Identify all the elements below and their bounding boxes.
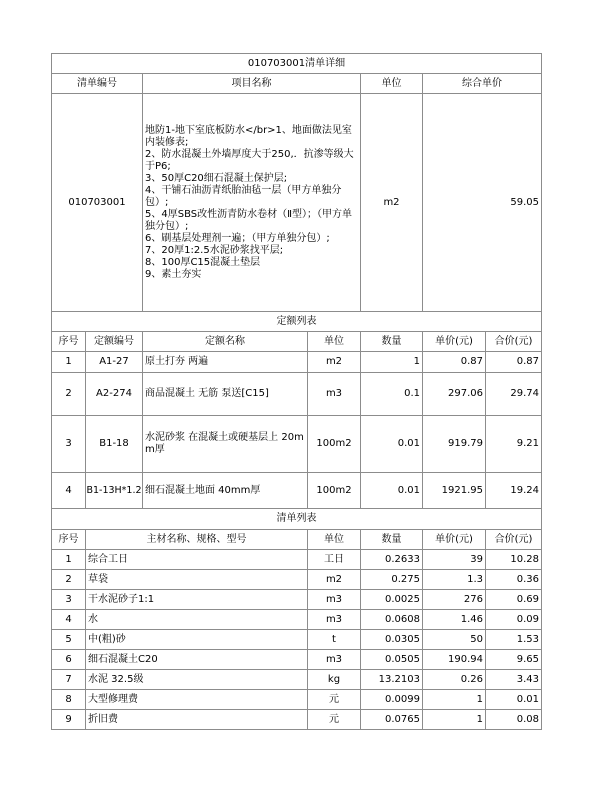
description-line: 5、4厚SBS改性沥青防水卷材（Ⅱ型）；（甲方单独分包）;	[145, 208, 353, 232]
description-line: 9、素土夯实	[145, 268, 202, 280]
material-price: 1	[423, 690, 486, 710]
header-unit: 单位	[361, 74, 423, 94]
material-qty: 0.275	[361, 570, 423, 590]
description-line: 7、20厚1:2.5水泥砂浆找平层;	[145, 244, 284, 256]
bill-detail-table	[51, 53, 542, 730]
quota-header-price: 单价(元)	[423, 332, 486, 352]
quota-header-code: 定额编号	[86, 332, 143, 352]
materials-header-name: 主材名称、规格、型号	[86, 530, 308, 550]
quota-total: 0.87	[486, 352, 542, 373]
material-no: 2	[52, 570, 86, 590]
quota-qty: 0.01	[361, 473, 423, 509]
material-row	[52, 570, 542, 590]
quota-price: 0.87	[423, 352, 486, 373]
material-row	[52, 610, 542, 630]
material-unit: m2	[308, 570, 361, 590]
quota-header-name: 定额名称	[143, 332, 308, 352]
material-name: 折旧费	[86, 710, 308, 730]
material-name: 草袋	[86, 570, 308, 590]
header-code: 清单编号	[52, 74, 143, 94]
material-name: 细石混凝土C20	[86, 650, 308, 670]
item-code: 010703001	[52, 94, 143, 312]
materials-section-row	[52, 509, 542, 530]
material-total: 0.08	[486, 710, 542, 730]
material-row	[52, 710, 542, 730]
quota-price: 297.06	[423, 373, 486, 416]
material-total: 1.53	[486, 630, 542, 650]
material-no: 5	[52, 630, 86, 650]
header-name: 项目名称	[143, 74, 361, 94]
quota-header-total: 合价(元)	[486, 332, 542, 352]
quota-total: 19.24	[486, 473, 542, 509]
material-qty: 0.0305	[361, 630, 423, 650]
quota-header-unit: 单位	[308, 332, 361, 352]
quota-total: 29.74	[486, 373, 542, 416]
material-no: 8	[52, 690, 86, 710]
quota-code: B1-13H*1.2	[86, 473, 143, 509]
materials-section-title: 清单列表	[52, 509, 542, 530]
material-no: 9	[52, 710, 86, 730]
material-row	[52, 630, 542, 650]
item-description	[143, 94, 361, 312]
material-unit: m3	[308, 590, 361, 610]
material-qty: 0.2633	[361, 550, 423, 570]
material-price: 1.46	[423, 610, 486, 630]
material-name: 综合工日	[86, 550, 308, 570]
material-total: 0.36	[486, 570, 542, 590]
quota-header-qty: 数量	[361, 332, 423, 352]
quota-row	[52, 352, 542, 373]
description-line: 4、干铺石油沥青纸胎油毡一层（甲方单独分包）;	[145, 184, 342, 208]
material-no: 4	[52, 610, 86, 630]
material-total: 0.69	[486, 590, 542, 610]
quota-price: 1921.95	[423, 473, 486, 509]
material-row	[52, 670, 542, 690]
material-total: 3.43	[486, 670, 542, 690]
material-total: 10.28	[486, 550, 542, 570]
quota-unit: 100m2	[308, 473, 361, 509]
material-unit: 元	[308, 690, 361, 710]
material-row	[52, 550, 542, 570]
material-qty: 0.0608	[361, 610, 423, 630]
description-line: 2、防水混凝土外墙厚度大于250,．抗渗等级大于P6;	[145, 148, 354, 172]
quota-qty: 1	[361, 352, 423, 373]
quota-no: 4	[52, 473, 86, 509]
material-price: 1	[423, 710, 486, 730]
quota-name: 细石混凝土地面 40mm厚	[143, 473, 308, 509]
item-header-row	[52, 74, 542, 94]
material-total: 0.09	[486, 610, 542, 630]
item-row	[52, 94, 542, 312]
material-unit: m3	[308, 650, 361, 670]
material-price: 39	[423, 550, 486, 570]
quota-no: 3	[52, 416, 86, 473]
material-unit: kg	[308, 670, 361, 690]
quota-code: B1-18	[86, 416, 143, 473]
title-row	[52, 54, 542, 74]
material-row	[52, 650, 542, 670]
material-price: 1.3	[423, 570, 486, 590]
quota-price: 919.79	[423, 416, 486, 473]
material-price: 50	[423, 630, 486, 650]
material-qty: 0.0025	[361, 590, 423, 610]
quota-qty: 0.1	[361, 373, 423, 416]
material-row	[52, 690, 542, 710]
description-line: 6、刷基层处理剂一遍；（甲方单独分包）;	[145, 232, 330, 244]
header-price: 综合单价	[423, 74, 542, 94]
quota-unit: m3	[308, 373, 361, 416]
material-total: 0.01	[486, 690, 542, 710]
materials-header-total: 合价(元)	[486, 530, 542, 550]
quota-no: 2	[52, 373, 86, 416]
material-name: 水	[86, 610, 308, 630]
materials-header-price: 单价(元)	[423, 530, 486, 550]
quota-qty: 0.01	[361, 416, 423, 473]
description-line: 8、100厚C15混凝土垫层	[145, 256, 261, 268]
quota-no: 1	[52, 352, 86, 373]
material-unit: t	[308, 630, 361, 650]
description-line: 3、50厚C20细石混凝土保护层;	[145, 172, 288, 184]
material-qty: 13.2103	[361, 670, 423, 690]
material-name: 大型修理费	[86, 690, 308, 710]
material-name: 干水泥砂子1:1	[86, 590, 308, 610]
material-name: 水泥 32.5级	[86, 670, 308, 690]
quota-total: 9.21	[486, 416, 542, 473]
quota-row	[52, 373, 542, 416]
quota-header-row	[52, 332, 542, 352]
quota-section-title: 定额列表	[52, 312, 542, 332]
material-price: 0.26	[423, 670, 486, 690]
quota-header-no: 序号	[52, 332, 86, 352]
material-no: 1	[52, 550, 86, 570]
materials-header-qty: 数量	[361, 530, 423, 550]
material-unit: m3	[308, 610, 361, 630]
description-line: 地防1-地下室底板防水</br>1、地面做法见室内装修表;	[145, 124, 352, 148]
quota-section-row	[52, 312, 542, 332]
quota-unit: m2	[308, 352, 361, 373]
material-no: 3	[52, 590, 86, 610]
quota-row	[52, 473, 542, 509]
quota-name: 商品混凝土 无筋 泵送[C15]	[143, 373, 308, 416]
material-total: 9.65	[486, 650, 542, 670]
material-price: 190.94	[423, 650, 486, 670]
materials-header-no: 序号	[52, 530, 86, 550]
material-qty: 0.0099	[361, 690, 423, 710]
material-no: 6	[52, 650, 86, 670]
material-row	[52, 590, 542, 610]
material-qty: 0.0505	[361, 650, 423, 670]
materials-header-unit: 单位	[308, 530, 361, 550]
quota-row	[52, 416, 542, 473]
materials-header-row	[52, 530, 542, 550]
material-no: 7	[52, 670, 86, 690]
material-unit: 工日	[308, 550, 361, 570]
quota-name: 水泥砂浆 在混凝土或硬基层上 20mm厚	[143, 416, 308, 473]
material-price: 276	[423, 590, 486, 610]
item-unit: m2	[361, 94, 423, 312]
material-qty: 0.0765	[361, 710, 423, 730]
page-title: 010703001清单详细	[52, 54, 542, 74]
quota-code: A1-27	[86, 352, 143, 373]
quota-code: A2-274	[86, 373, 143, 416]
quota-unit: 100m2	[308, 416, 361, 473]
item-price: 59.05	[423, 94, 542, 312]
quota-name: 原土打夯 两遍	[143, 352, 308, 373]
material-name: 中(粗)砂	[86, 630, 308, 650]
material-unit: 元	[308, 710, 361, 730]
